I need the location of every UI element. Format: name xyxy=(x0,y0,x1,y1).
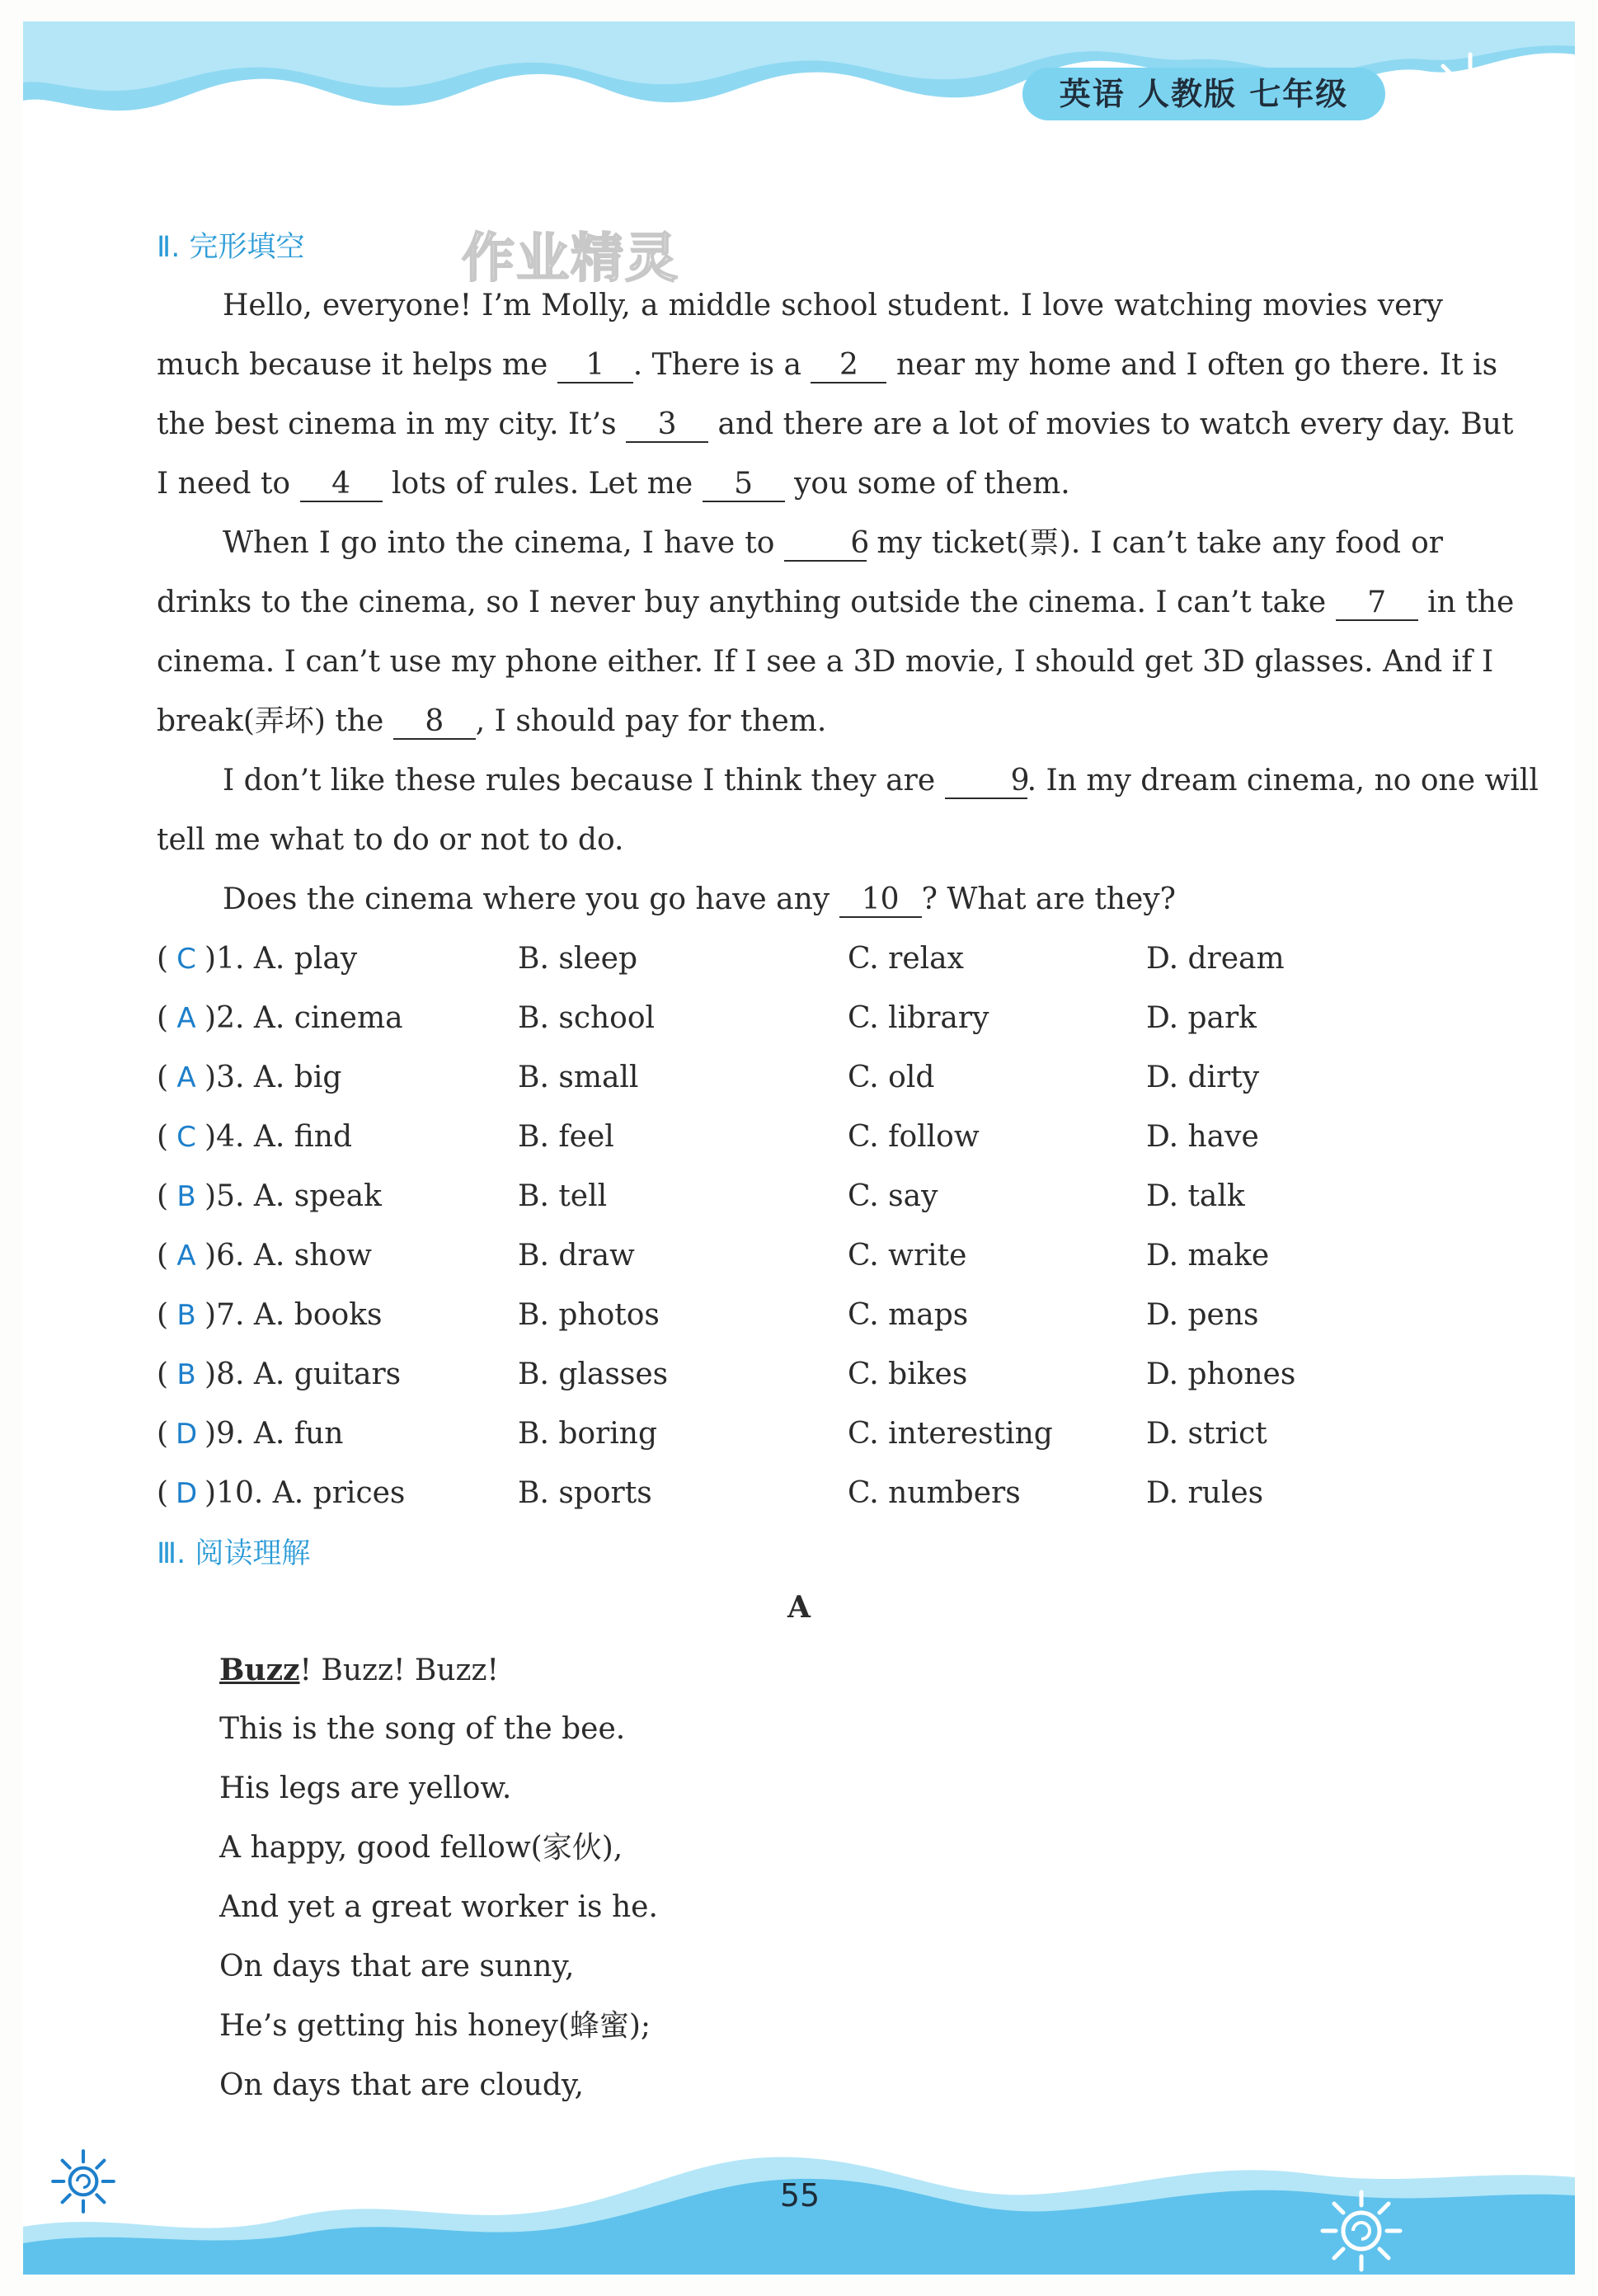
option-b: B. feel xyxy=(518,1120,614,1154)
answer: B xyxy=(176,1358,196,1391)
header-title: 英语 人教版 七年级 xyxy=(1022,68,1385,120)
option-c: C. follow xyxy=(848,1120,980,1154)
blank: 2 xyxy=(811,349,886,383)
poem-line: And yet a great worker is he. xyxy=(219,1890,658,1924)
question-number: ( A )6. A. show xyxy=(157,1235,372,1277)
option-d: D. dirty xyxy=(1146,1061,1260,1094)
section-heading-cloze: Ⅱ. 完形填空 xyxy=(157,231,305,264)
answer: A xyxy=(176,1002,196,1035)
answer: B xyxy=(176,1299,196,1332)
blank: 6 xyxy=(784,527,867,562)
answer: C xyxy=(176,1121,196,1154)
poem-line: A happy, good fellow(家伙), xyxy=(219,1831,623,1865)
blank: 4 xyxy=(300,468,383,502)
blank: 10 xyxy=(839,883,922,918)
option-d: D. strict xyxy=(1146,1417,1267,1451)
answer: A xyxy=(176,1240,196,1273)
blank: 3 xyxy=(626,408,708,443)
blank: 5 xyxy=(703,468,785,502)
answer: D xyxy=(175,1477,198,1510)
answer: B xyxy=(176,1180,196,1213)
option-c: C. numbers xyxy=(848,1476,1021,1510)
question-number: ( B )8. A. guitars xyxy=(157,1354,401,1395)
option-c: C. say xyxy=(848,1179,938,1213)
blank: 9 xyxy=(945,765,1027,799)
option-d: D. pens xyxy=(1146,1298,1259,1332)
option-b: B. glasses xyxy=(518,1357,669,1391)
option-d: D. make xyxy=(1146,1239,1270,1273)
page-number: 55 xyxy=(779,2177,820,2214)
answer: C xyxy=(176,943,196,976)
option-b: B. photos xyxy=(518,1298,660,1332)
question-number: ( A )2. A. cinema xyxy=(157,998,403,1039)
passage-line: break(弄坏) the 8 , I should pay for them. xyxy=(157,704,827,738)
passage-line: I don’t like these rules because I think they are 9. In my dream cinema, no one will xyxy=(223,764,1539,797)
answer: D xyxy=(175,1418,198,1451)
option-b: B. boring xyxy=(518,1417,658,1451)
option-c: C. bikes xyxy=(848,1357,968,1391)
poem-line: On days that are sunny, xyxy=(219,1950,575,1983)
passage-line: cinema. I can’t use my phone either. If I see a 3D movie, I should get 3D glasses. And if I xyxy=(157,645,1494,679)
passage-line: Does the cinema where you go have any 10 ? What are they? xyxy=(223,882,1176,916)
passage-line: the best cinema in my city. It’s 3 and there are a lot of movies to watch every day. But xyxy=(157,407,1514,441)
poem-line: Buzz! Buzz! Buzz! xyxy=(219,1653,499,1687)
option-c: C. old xyxy=(848,1061,935,1094)
question-number: ( C )4. A. find xyxy=(157,1117,352,1158)
poem-line: On days that are cloudy, xyxy=(219,2068,584,2102)
option-d: D. talk xyxy=(1146,1179,1245,1213)
poem-line: This is the song of the bee. xyxy=(219,1712,626,1746)
question-number: ( C )1. A. play xyxy=(157,939,357,980)
option-d: D. park xyxy=(1146,1001,1257,1035)
passage-line: much because it helps me 1 . There is a 2 near my home and I often go there. It is xyxy=(157,348,1498,382)
option-b: B. school xyxy=(518,1001,656,1035)
option-d: D. dream xyxy=(1146,942,1285,976)
question-number: ( D )10. A. prices xyxy=(157,1473,405,1514)
blank: 7 xyxy=(1336,586,1418,621)
sun-icon xyxy=(1316,2185,1407,2276)
option-c: C. write xyxy=(848,1239,967,1273)
sun-icon xyxy=(1425,48,1516,139)
question-number: ( B )5. A. speak xyxy=(157,1176,382,1217)
option-c: C. relax xyxy=(848,942,964,976)
option-d: D. rules xyxy=(1146,1476,1264,1510)
passage-line: tell me what to do or not to do. xyxy=(157,823,624,857)
option-c: C. library xyxy=(848,1001,989,1035)
passage-line: I need to 4 lots of rules. Let me 5 you some of them. xyxy=(157,467,1070,501)
answer: A xyxy=(176,1061,196,1094)
option-d: D. have xyxy=(1146,1120,1259,1154)
poem-line: He’s getting his honey(蜂蜜); xyxy=(219,2009,651,2043)
option-b: B. small xyxy=(518,1061,639,1094)
question-number: ( B )7. A. books xyxy=(157,1295,382,1336)
section-heading-reading: Ⅲ. 阅读理解 xyxy=(157,1537,311,1570)
option-c: C. interesting xyxy=(848,1417,1053,1451)
blank: 1 xyxy=(557,349,633,383)
option-c: C. maps xyxy=(848,1298,969,1332)
option-b: B. sports xyxy=(518,1476,652,1510)
passage-label: A xyxy=(787,1590,811,1625)
option-b: B. sleep xyxy=(518,942,637,976)
passage-line: drinks to the cinema, so I never buy anything outside the cinema. I can’t take 7 in the xyxy=(157,586,1515,619)
question-number: ( D )9. A. fun xyxy=(157,1414,344,1455)
option-b: B. tell xyxy=(518,1179,608,1213)
sun-icon xyxy=(46,2144,120,2218)
option-b: B. draw xyxy=(518,1239,635,1273)
question-number: ( A )3. A. big xyxy=(157,1057,341,1099)
blank: 8 xyxy=(393,705,476,740)
option-d: D. phones xyxy=(1146,1357,1296,1391)
passage-line: Hello, everyone! I’m Molly, a middle school student. I love watching movies very xyxy=(223,289,1443,322)
watermark: 作业精灵 xyxy=(462,228,679,289)
poem-line: His legs are yellow. xyxy=(219,1771,512,1805)
passage-line: When I go into the cinema, I have to 6 my ticket(票). I can’t take any food or xyxy=(223,526,1443,560)
